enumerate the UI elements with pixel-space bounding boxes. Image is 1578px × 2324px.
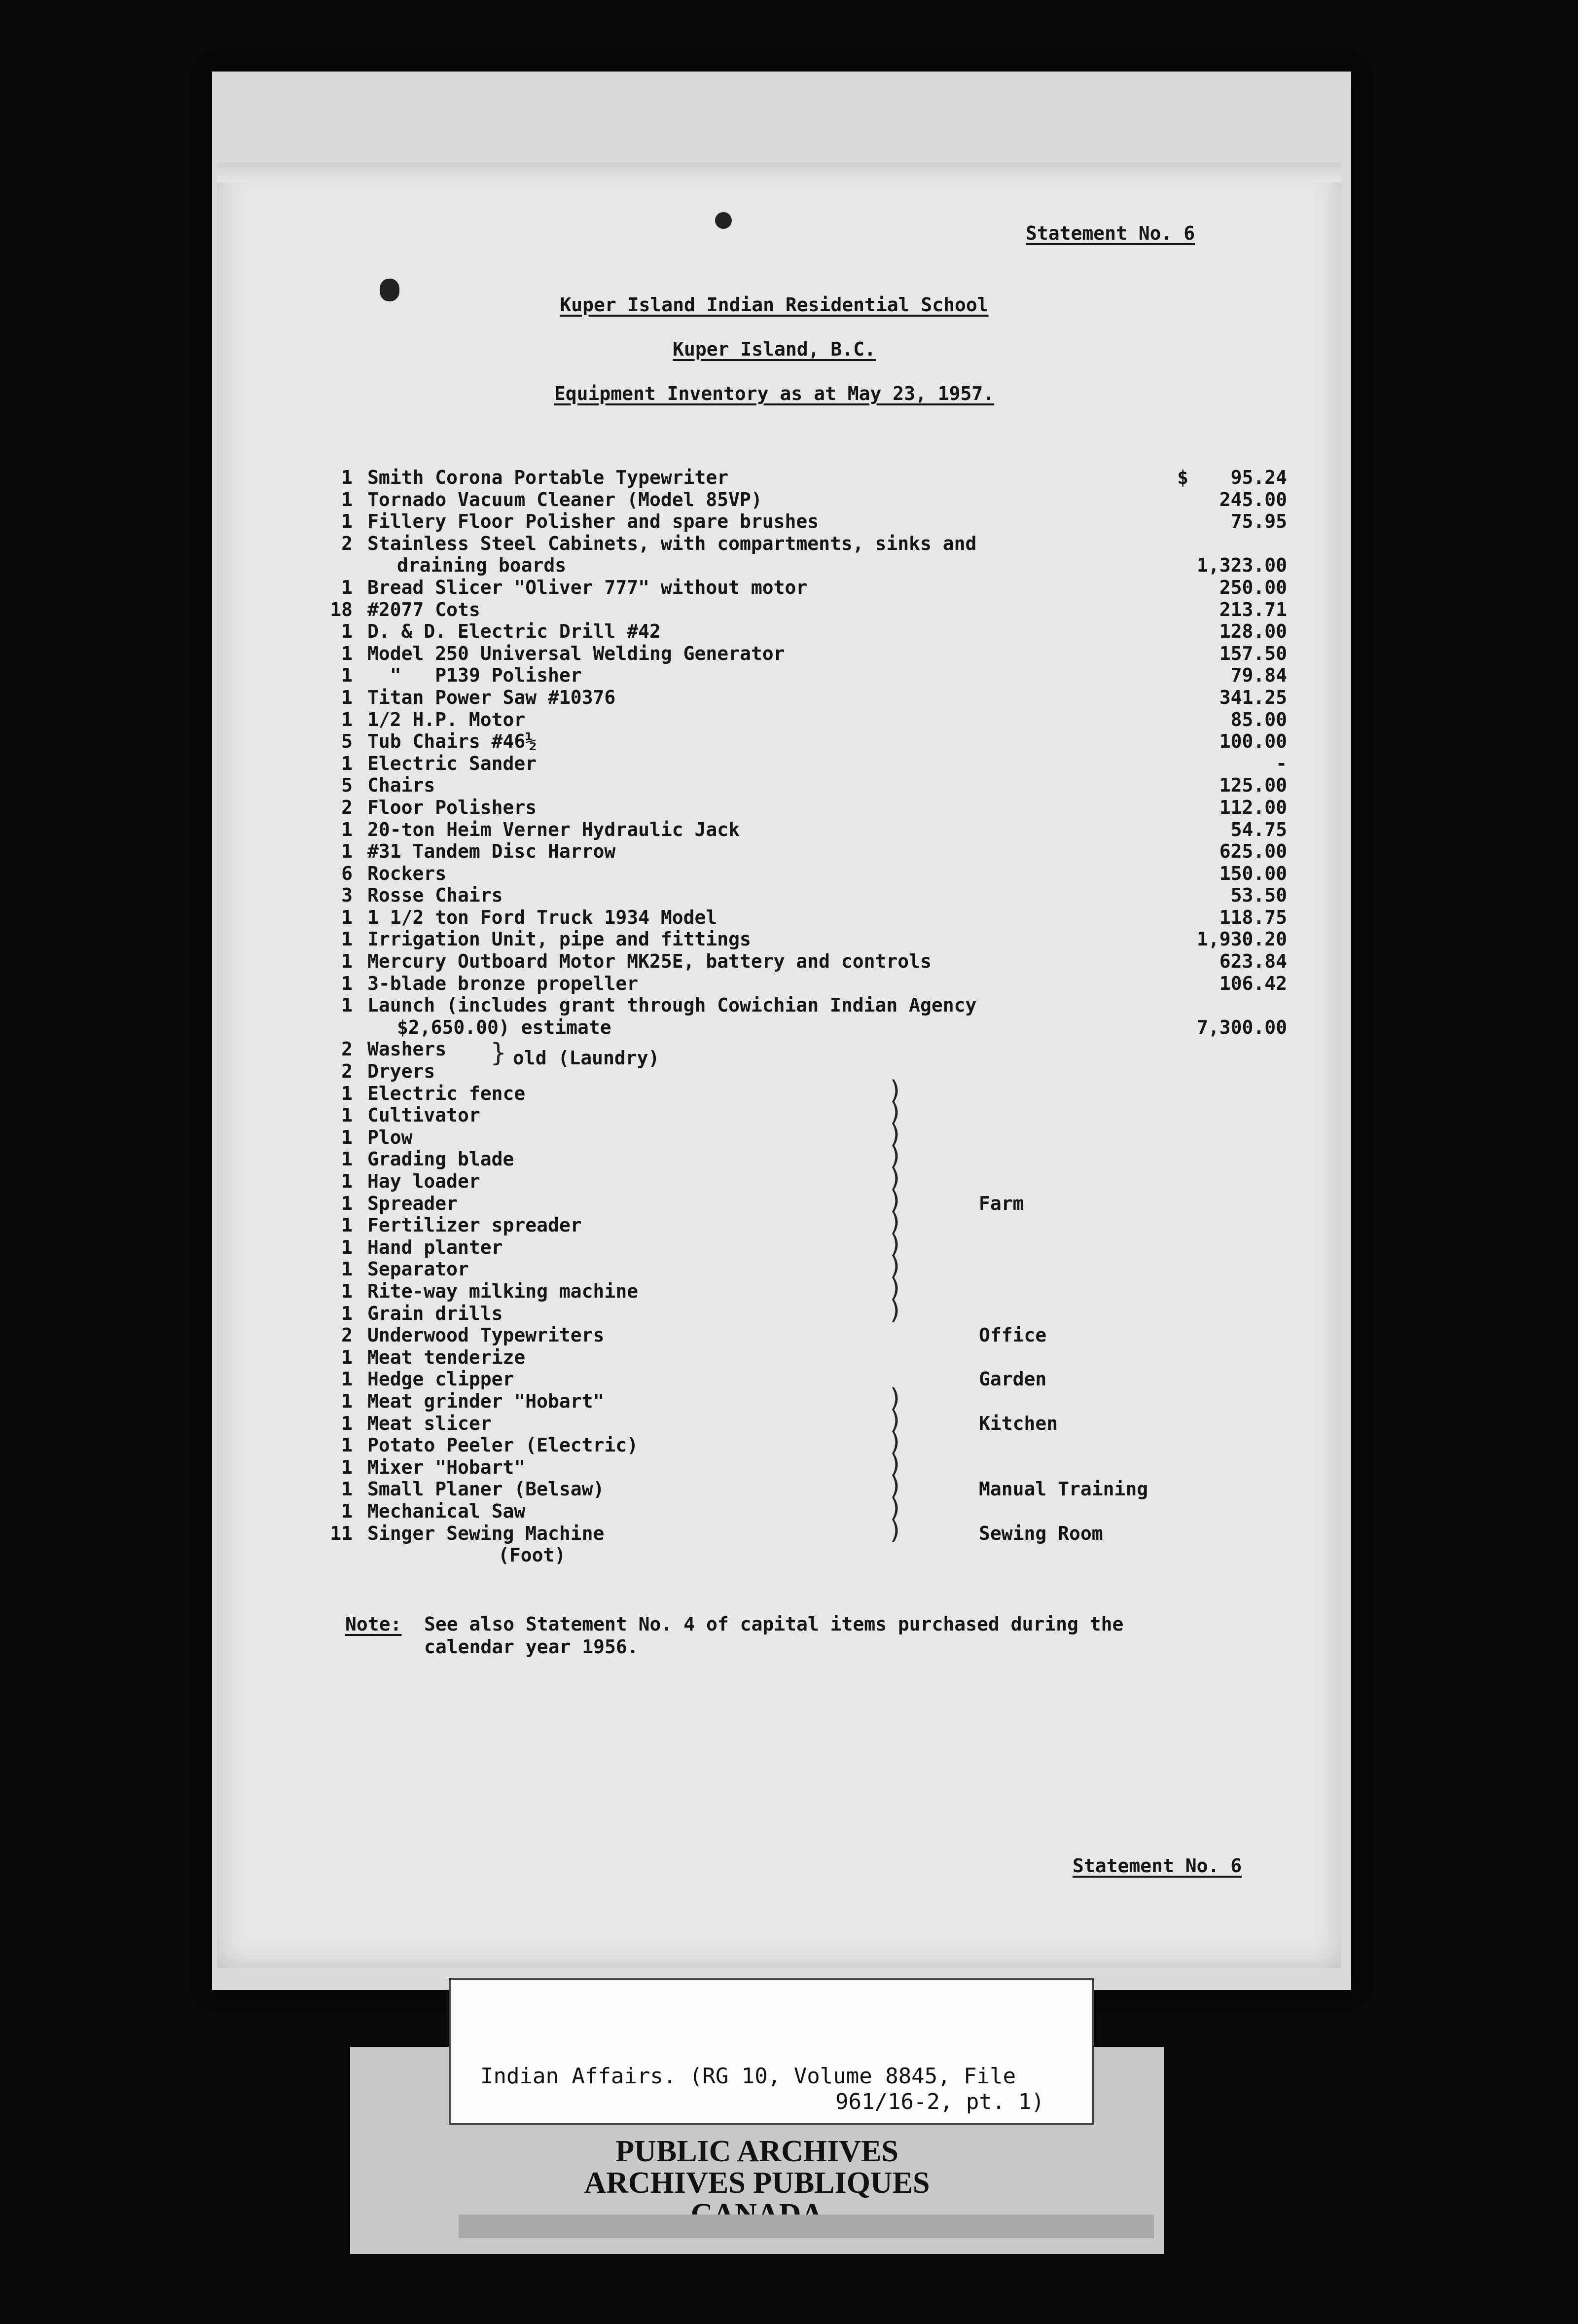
table-row (321, 928, 1287, 950)
item-description: Cultivator (367, 1104, 480, 1126)
item-amount: 95.24 (1230, 467, 1287, 488)
item-description: Fertilizer spreader (367, 1214, 582, 1236)
item-description: 1/2 H.P. Motor (367, 708, 526, 730)
item-quantity: 1 (341, 1148, 353, 1170)
item-amount: 106.42 (1219, 972, 1287, 994)
item-quantity: 5 (341, 774, 353, 797)
table-row (321, 1449, 1287, 1479)
item-description: Hay loader (367, 1170, 480, 1192)
caption-label-card (449, 1978, 1094, 2125)
table-row (321, 510, 1287, 532)
item-description: Chairs (367, 774, 435, 797)
item-amount: 85.00 (1230, 708, 1287, 730)
item-quantity: 1 (341, 994, 353, 1017)
item-quantity: 1 (341, 467, 353, 488)
table-row (321, 950, 1287, 972)
item-description: Separator (367, 1258, 469, 1280)
item-description: #2077 Cots (367, 598, 480, 620)
table-row (321, 554, 1287, 576)
item-quantity: 5 (341, 730, 353, 753)
item-description: 1 1/2 ton Ford Truck 1934 Model (367, 906, 717, 928)
item-description: Dryers (367, 1060, 435, 1083)
item-quantity: 1 (341, 906, 353, 928)
item-description: Electric Sander (367, 752, 537, 774)
item-quantity: 2 (341, 1324, 353, 1346)
item-quantity: 1 (341, 1478, 353, 1500)
item-description: Smith Corona Portable Typewriter (367, 467, 729, 488)
item-description: Launch (includes grant through Cowichian Indian Agency (367, 994, 977, 1017)
item-amount: 213.71 (1219, 598, 1287, 620)
item-description: $2,650.00) estimate (397, 1016, 611, 1038)
table-row (321, 1097, 1287, 1127)
item-description: Tornado Vacuum Cleaner (Model 85VP) (367, 488, 762, 510)
item-quantity: 1 (341, 620, 353, 643)
punch-hole (715, 212, 732, 229)
brace-mark: ) (888, 1141, 903, 1171)
item-description: Spreader (367, 1192, 458, 1214)
inventory-title: Equipment Inventory as at May 23, 1957. (554, 383, 995, 404)
item-amount: 75.95 (1230, 510, 1287, 533)
item-description: Grain drills (367, 1302, 503, 1324)
archives-line-2: ARCHIVES PUBLIQUES (584, 2166, 930, 2200)
school-location: Kuper Island, B.C. (673, 338, 876, 360)
table-row (321, 1493, 1287, 1523)
brace-mark: ) (888, 1273, 903, 1303)
item-amount: 245.00 (1219, 488, 1287, 510)
item-amount: 100.00 (1219, 730, 1287, 753)
item-quantity: 1 (341, 818, 353, 840)
item-quantity: 1 (341, 664, 353, 687)
item-amount: 7,300.00 (1196, 1016, 1287, 1038)
mount-strip (459, 2215, 1154, 2238)
item-amount: - (1276, 752, 1287, 774)
caption-line-1: Indian Affairs. (RG 10, Volume 8845, File (480, 2064, 1016, 2089)
table-row (321, 862, 1287, 884)
item-amount: 125.00 (1219, 774, 1287, 797)
page-fold (217, 163, 1341, 182)
table-row (321, 1324, 1287, 1346)
item-quantity: 1 (341, 752, 353, 774)
table-row (321, 884, 1287, 906)
brace-mark: ) (888, 1075, 903, 1105)
brace-mark: ) (888, 1251, 903, 1281)
item-quantity: 1 (341, 642, 353, 664)
table-row (321, 532, 1287, 554)
item-quantity: 1 (341, 1104, 353, 1126)
item-amount: 1,323.00 (1196, 554, 1287, 577)
table-row (321, 972, 1287, 994)
table-row (321, 1016, 1287, 1038)
item-quantity: 1 (341, 1412, 353, 1434)
brace-mark: } (491, 1038, 506, 1068)
item-description: Electric fence (367, 1082, 526, 1104)
group-label: Manual Training (979, 1478, 1148, 1500)
brace-mark: ) (888, 1097, 903, 1127)
item-quantity: 1 (341, 1368, 353, 1390)
item-description: Meat grinder "Hobart" (367, 1390, 605, 1412)
item-quantity: 1 (341, 708, 353, 730)
table-row (321, 994, 1287, 1016)
item-quantity: 1 (341, 576, 353, 598)
brace-mark: ) (888, 1427, 903, 1457)
item-quantity: 1 (341, 1434, 353, 1456)
table-row (321, 1368, 1287, 1390)
item-quantity: 1 (341, 928, 353, 950)
table-row (321, 1119, 1287, 1149)
item-description: Floor Polishers (367, 796, 537, 818)
statement-number-top: Statement No. 6 (1026, 222, 1195, 244)
table-row (321, 774, 1287, 796)
item-quantity: 3 (341, 884, 353, 907)
item-description: Bread Slicer "Oliver 777" without motor (367, 576, 808, 598)
table-row (321, 1471, 1287, 1501)
brace-mark: ) (888, 1185, 903, 1215)
table-row (321, 1075, 1287, 1105)
table-row (321, 752, 1287, 774)
item-quantity: 1 (341, 488, 353, 510)
item-quantity: 1 (341, 1258, 353, 1280)
table-row (321, 642, 1287, 664)
inventory-list (321, 466, 1287, 1566)
item-quantity: 2 (341, 796, 353, 818)
table-row (321, 1273, 1287, 1303)
brace-mark: ) (888, 1449, 903, 1479)
table-row (321, 1141, 1287, 1171)
table-row (321, 1405, 1287, 1435)
item-description: Titan Power Saw #10376 (367, 686, 616, 708)
item-amount: 128.00 (1219, 620, 1287, 643)
brace-mark: ) (888, 1383, 903, 1413)
table-row (321, 1163, 1287, 1193)
table-row (321, 620, 1287, 642)
document-page (217, 163, 1341, 1968)
item-quantity: 18 (330, 598, 353, 620)
table-row (321, 796, 1287, 818)
table-row (321, 488, 1287, 510)
table-row (321, 664, 1287, 686)
table-row (321, 1185, 1287, 1215)
item-quantity: 1 (341, 1126, 353, 1148)
table-row (321, 840, 1287, 862)
table-row (321, 906, 1287, 928)
item-description: Small Planer (Belsaw) (367, 1478, 605, 1500)
item-amount: 79.84 (1230, 664, 1287, 687)
brace-mark: ) (888, 1515, 903, 1545)
item-description: #31 Tandem Disc Harrow (367, 840, 616, 863)
item-description: Mercury Outboard Motor MK25E, battery and controls (367, 950, 932, 973)
note-text: See also Statement No. 4 of capital items purchased during the calendar year 1956. (424, 1613, 1124, 1658)
brace-mark: ) (888, 1229, 903, 1259)
item-amount: 53.50 (1230, 884, 1287, 907)
table-row (321, 466, 1287, 488)
item-description: D. & D. Electric Drill #42 (367, 620, 661, 643)
table-row (321, 1229, 1287, 1259)
item-amount: 54.75 (1230, 818, 1287, 840)
dollar-sign: $ (1177, 467, 1188, 488)
item-description: Mechanical Saw (367, 1500, 526, 1522)
brace-mark: ) (888, 1295, 903, 1325)
laundry-label: old (Laundry) (513, 1047, 660, 1069)
table-row (321, 686, 1287, 708)
caption-line-2: 961/16-2, pt. 1) (835, 2089, 1044, 2114)
brace-mark: ) (888, 1405, 903, 1435)
item-amount: 623.84 (1219, 950, 1287, 973)
item-amount: 341.25 (1219, 686, 1287, 708)
brace-mark: ) (888, 1163, 903, 1193)
item-quantity: 1 (341, 1390, 353, 1412)
group-label: Garden (979, 1368, 1047, 1390)
item-quantity: 1 (341, 1500, 353, 1522)
brace-mark: ) (888, 1471, 903, 1501)
item-description: Underwood Typewriters (367, 1324, 605, 1346)
item-quantity: 1 (341, 1236, 353, 1258)
item-description: 20-ton Heim Verner Hydraulic Jack (367, 818, 740, 840)
table-row (321, 818, 1287, 840)
note-label: Note: (345, 1613, 402, 1635)
item-description: Grading blade (367, 1148, 514, 1170)
item-description: Mixer "Hobart" (367, 1456, 526, 1478)
brace-mark: ) (888, 1493, 903, 1523)
item-quantity: 1 (341, 1192, 353, 1214)
table-row (321, 1060, 1287, 1082)
item-description: Plow (367, 1126, 413, 1148)
item-description: draining boards (397, 554, 567, 577)
item-description: Singer Sewing Machine (367, 1522, 605, 1544)
item-amount: 625.00 (1219, 840, 1287, 863)
brace-mark: ) (888, 1119, 903, 1149)
item-description: Fillery Floor Polisher and spare brushes (367, 510, 819, 533)
item-description: Meat slicer (367, 1412, 492, 1434)
table-row (321, 1427, 1287, 1457)
item-description: Hedge clipper (367, 1368, 514, 1390)
item-quantity: 1 (341, 1280, 353, 1302)
table-row (321, 1207, 1287, 1237)
item-quantity: 1 (341, 1346, 353, 1368)
statement-number-bottom: Statement No. 6 (1073, 1855, 1242, 1877)
item-description: Stainless Steel Cabinets, with compartments, sinks and (367, 532, 977, 554)
table-row (321, 576, 1287, 598)
item-quantity: 1 (341, 1214, 353, 1236)
item-quantity: 1 (341, 1170, 353, 1192)
table-row (321, 730, 1287, 752)
item-amount: 150.00 (1219, 862, 1287, 884)
item-quantity: 2 (341, 1038, 353, 1060)
table-row (321, 1515, 1287, 1545)
group-label: Kitchen (979, 1412, 1058, 1434)
item-description: Tub Chairs #46½ (367, 730, 537, 753)
archives-line-1: PUBLIC ARCHIVES (615, 2135, 898, 2168)
item-quantity: 1 (341, 686, 353, 708)
item-description: Hand planter (367, 1236, 503, 1258)
item-quantity: 11 (330, 1522, 353, 1544)
item-description: Irrigation Unit, pipe and fittings (367, 928, 751, 950)
item-description: Potato Peeler (Electric) (367, 1434, 639, 1456)
item-description: Rite-way milking machine (367, 1280, 639, 1302)
item-quantity: 1 (341, 1456, 353, 1478)
item-quantity: 1 (341, 1082, 353, 1104)
group-label: Office (979, 1324, 1047, 1346)
item-quantity: 2 (341, 1060, 353, 1083)
item-description: Meat tenderize (367, 1346, 526, 1368)
table-row (321, 1038, 1287, 1069)
table-row (321, 708, 1287, 730)
item-description: " P139 Polisher (367, 664, 582, 687)
item-amount: 250.00 (1219, 576, 1287, 598)
item-amount: 157.50 (1219, 642, 1287, 664)
item-quantity: 1 (341, 950, 353, 973)
table-row (321, 598, 1287, 620)
brace-mark: ) (888, 1207, 903, 1237)
item-description: Rockers (367, 862, 447, 884)
item-quantity: 2 (341, 532, 353, 554)
item-quantity: 1 (341, 1302, 353, 1324)
table-row (321, 1544, 1287, 1566)
item-quantity: 6 (341, 862, 353, 884)
group-label: Sewing Room (979, 1522, 1103, 1544)
item-quantity: 1 (341, 840, 353, 863)
school-title: Kuper Island Indian Residential School (560, 294, 989, 316)
table-row (321, 1383, 1287, 1413)
table-row (321, 1295, 1287, 1325)
group-label: Farm (979, 1192, 1024, 1214)
table-row (321, 1346, 1287, 1368)
item-description: Washers (367, 1038, 447, 1060)
item-amount: 118.75 (1219, 906, 1287, 928)
note (345, 1613, 1124, 1704)
item-description: Rosse Chairs (367, 884, 503, 907)
item-amount: 1,930.20 (1196, 928, 1287, 950)
item-sub-description: (Foot) (498, 1544, 566, 1566)
item-amount: 112.00 (1219, 796, 1287, 818)
table-row (321, 1251, 1287, 1281)
item-description: 3-blade bronze propeller (367, 972, 639, 994)
item-quantity: 1 (341, 510, 353, 533)
item-quantity: 1 (341, 972, 353, 994)
item-description: Model 250 Universal Welding Generator (367, 642, 785, 664)
